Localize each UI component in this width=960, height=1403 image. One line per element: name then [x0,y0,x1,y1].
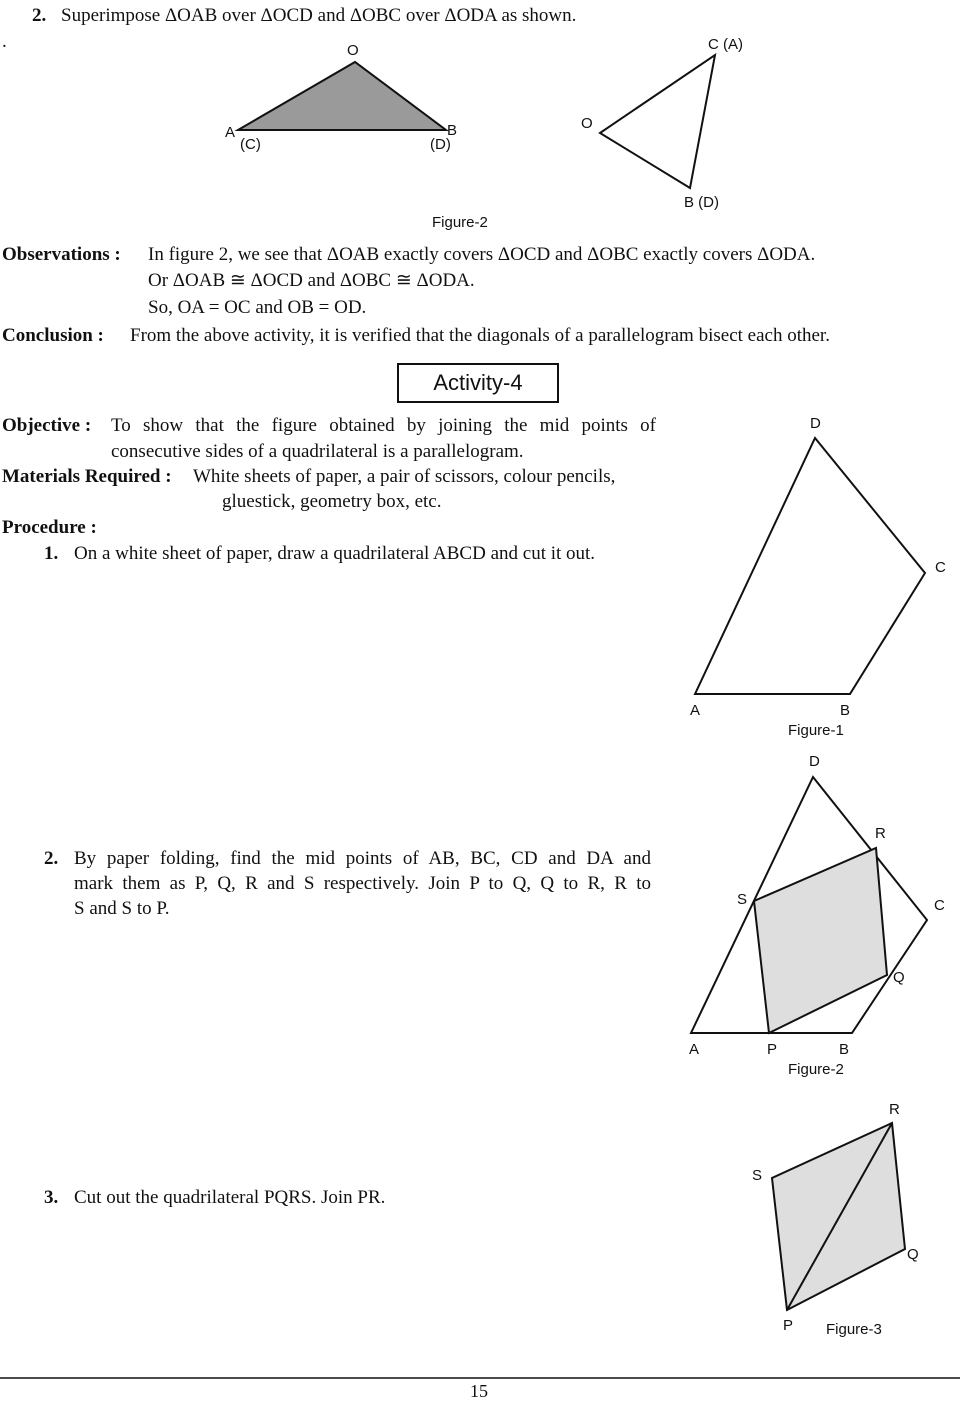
conclusion-heading: Conclusion : [2,325,104,346]
fig2top-label-b: B [447,122,458,139]
fig3-label-s: S [752,1167,763,1184]
fig2top-label-o-left: O [347,42,359,59]
procedure-step1-text: On a white sheet of paper, draw a quadrilateral ABCD and cut it out. [74,543,596,564]
objective-line1: To show that the figure obtained by joining the mid points of [111,415,656,436]
procedure-step2-line1: By paper folding, find the mid points of AB, BC, CD and DA and [74,848,651,869]
procedure-step2-number: 2. [44,848,59,869]
fig2-label-p: P [767,1041,778,1058]
fig2top-caption: Figure-2 [432,214,488,231]
objective-heading: Objective : [2,415,92,436]
procedure-step3-number: 3. [44,1187,59,1208]
procedure-heading: Procedure : [2,517,97,538]
fig2-label-c: C [934,897,945,914]
fig3-label-p: P [783,1317,794,1334]
fig2top-label-a: A [225,124,236,141]
stray-mark: . [2,31,7,52]
fig2-caption: Figure-2 [788,1061,844,1078]
triangle-oab-shaded [238,62,446,130]
objective-line2: consecutive sides of a quadrilateral is a parallelogram. [111,441,524,462]
observations-line2: Or ΔOAB ≅ ΔOCD and ΔOBC ≅ ΔODA. [148,270,475,291]
fig2-label-r: R [875,825,886,842]
fig2top-label-c-paren: (C) [240,136,261,153]
procedure-step1-number: 1. [44,543,59,564]
fig1-label-c: C [935,559,946,576]
activity-title-box [397,363,559,403]
fig1-label-b: B [840,702,851,719]
observations-heading: Observations : [2,244,121,265]
fig2top-label-bd: B (D) [684,194,719,211]
fig2-label-b: B [839,1041,850,1058]
materials-line2: gluestick, geometry box, etc. [222,491,442,512]
fig1-caption: Figure-1 [788,722,844,739]
fig2-label-a: A [689,1041,700,1058]
fig2top-label-ca: C (A) [708,36,743,53]
page-number: 15 [470,1381,488,1401]
fig2-label-s: S [737,891,748,908]
fig2-label-d: D [809,753,820,770]
quadrilateral-abcd [695,438,925,694]
activity-title: Activity-4 [433,370,523,395]
fig1-label-a: A [690,702,701,719]
fig3-label-q: Q [907,1246,919,1263]
materials-heading: Materials Required : [2,466,172,487]
parallelogram-pqrs [754,848,887,1033]
conclusion-text: From the above activity, it is verified that the diagonals of a parallelogram bisect each other. [130,325,830,346]
fig2-label-q: Q [893,969,905,986]
observations-line3: So, OA = OC and OB = OD. [148,297,367,318]
observations-line1: In figure 2, we see that ΔOAB exactly covers ΔOCD and ΔOBC exactly covers ΔODA. [148,244,816,265]
fig1-label-d: D [810,415,821,432]
procedure-step2-line2: mark them as P, Q, R and S respectively. Join P to Q, Q to R, R to [74,873,651,894]
fig2top-label-d-paren: (D) [430,136,451,153]
triangle-ocb [600,55,715,188]
procedure-step3-text: Cut out the quadrilateral PQRS. Join PR. [74,1187,386,1208]
procedure-step2-line3: S and S to P. [74,898,170,919]
materials-line1: White sheets of paper, a pair of scissors, colour pencils, [193,466,616,487]
step2-top-text: Superimpose ΔOAB over ΔOCD and ΔOBC over ΔODA as shown. [61,5,577,26]
step2-top-number: 2. [32,5,47,26]
fig2top-label-o-right: O [581,115,593,132]
fig3-caption: Figure-3 [826,1321,882,1338]
fig3-label-r: R [889,1101,900,1118]
